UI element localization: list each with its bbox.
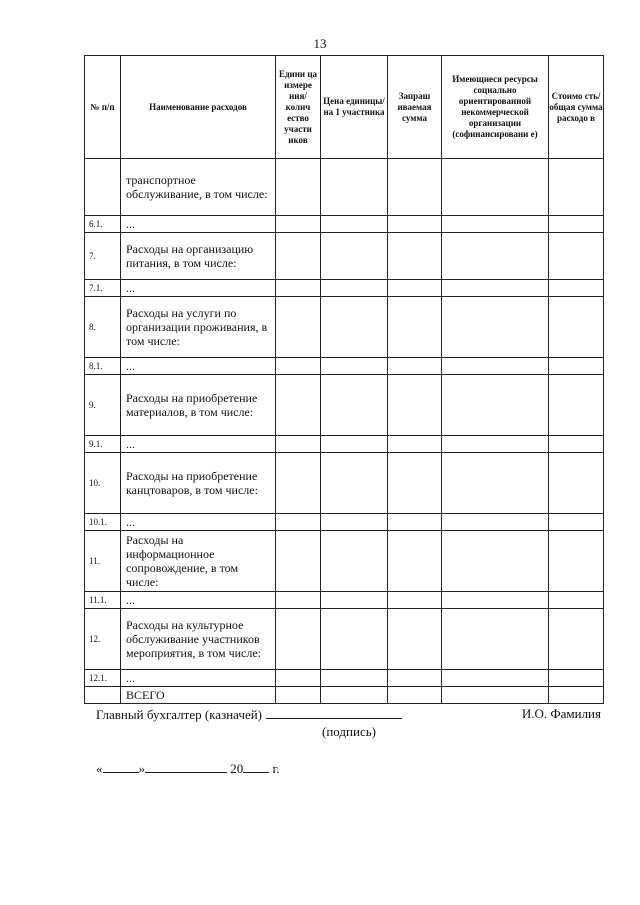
- cell-cofinancing: [442, 159, 549, 216]
- cell-total-cost: [549, 280, 604, 297]
- cell-unit-price: [321, 233, 388, 280]
- cell-total-cost: [549, 216, 604, 233]
- cell-unit-quantity: [276, 280, 321, 297]
- cell-cofinancing: [442, 375, 549, 436]
- row-expense-name: ...: [121, 216, 276, 233]
- row-number: 11.1.: [85, 592, 121, 609]
- cell-unit-price: [321, 297, 388, 358]
- row-expense-name: Расходы на приобретение материалов, в том числе:: [121, 375, 276, 436]
- row-number: 7.1.: [85, 280, 121, 297]
- cell-unit-quantity: [276, 592, 321, 609]
- row-number: 12.: [85, 609, 121, 670]
- cell-unit-quantity: [276, 216, 321, 233]
- cell-total-cost: [549, 670, 604, 687]
- header-expense-name: Наименование расходов: [121, 56, 276, 159]
- header-unit-quantity: Едини ца измере ния/ колич ество участи иков: [276, 56, 321, 159]
- row-number: [85, 687, 121, 704]
- cell-unit-quantity: [276, 358, 321, 375]
- table-row: [85, 670, 604, 687]
- cell-requested-amount: [388, 436, 442, 453]
- cell-unit-price: [321, 687, 388, 704]
- signatory-role: Главный бухгалтер (казначей): [96, 707, 263, 722]
- header-requested-amount: Запраш иваемая сумма: [388, 56, 442, 159]
- cell-cofinancing: [442, 687, 549, 704]
- cell-unit-price: [321, 216, 388, 233]
- row-expense-name: транспортное обслуживание, в том числе:: [121, 159, 276, 216]
- cell-total-cost: [549, 514, 604, 531]
- row-expense-name: ...: [121, 592, 276, 609]
- cell-cofinancing: [442, 609, 549, 670]
- row-expense-name: Расходы на культурное обслуживание участников мероприятия, в том числе:: [121, 609, 276, 670]
- cell-requested-amount: [388, 609, 442, 670]
- cell-requested-amount: [388, 670, 442, 687]
- table-row: [85, 280, 604, 297]
- row-expense-name: ...: [121, 358, 276, 375]
- cell-unit-price: [321, 280, 388, 297]
- row-number: 8.: [85, 297, 121, 358]
- cell-total-cost: [549, 358, 604, 375]
- cell-requested-amount: [388, 531, 442, 592]
- row-expense-name: Расходы на организацию питания, в том числе:: [121, 233, 276, 280]
- signature-caption: (подпись): [322, 724, 376, 739]
- cell-unit-price: [321, 453, 388, 514]
- row-number: 10.1.: [85, 514, 121, 531]
- cell-unit-price: [321, 592, 388, 609]
- cell-total-cost: [549, 609, 604, 670]
- cell-total-cost: [549, 375, 604, 436]
- cell-unit-price: [321, 358, 388, 375]
- table-row: [85, 375, 604, 436]
- cell-requested-amount: [388, 592, 442, 609]
- row-number: 6.1.: [85, 216, 121, 233]
- cell-unit-quantity: [276, 687, 321, 704]
- cell-requested-amount: [388, 297, 442, 358]
- total-label: ВСЕГО: [121, 687, 276, 704]
- cell-cofinancing: [442, 233, 549, 280]
- date-day-blank: [103, 760, 139, 773]
- row-number: [85, 159, 121, 216]
- cell-requested-amount: [388, 453, 442, 514]
- row-number: 9.: [85, 375, 121, 436]
- table-row: [85, 436, 604, 453]
- signatory-name: И.О. Фамилия: [521, 706, 601, 721]
- cell-unit-price: [321, 531, 388, 592]
- date-open-quote: «: [96, 761, 103, 776]
- cell-unit-quantity: [276, 609, 321, 670]
- cell-cofinancing: [442, 280, 549, 297]
- cell-cofinancing: [442, 358, 549, 375]
- cell-requested-amount: [388, 375, 442, 436]
- row-number: 11.: [85, 531, 121, 592]
- row-number: 12.1.: [85, 670, 121, 687]
- row-expense-name: ...: [121, 514, 276, 531]
- cell-total-cost: [549, 592, 604, 609]
- cell-unit-quantity: [276, 159, 321, 216]
- cell-requested-amount: [388, 687, 442, 704]
- cell-cofinancing: [442, 453, 549, 514]
- date-year-prefix: 20: [230, 761, 244, 776]
- date-close-quote: »: [138, 761, 145, 776]
- cell-unit-quantity: [276, 375, 321, 436]
- cell-total-cost: [549, 297, 604, 358]
- cell-requested-amount: [388, 514, 442, 531]
- cell-total-cost: [549, 453, 604, 514]
- row-expense-name: Расходы на услуги по организации проживания, в том числе:: [121, 297, 276, 358]
- cell-unit-quantity: [276, 670, 321, 687]
- header-unit-price: Цена единицы/ на 1 участника: [321, 56, 388, 159]
- cell-unit-quantity: [276, 233, 321, 280]
- row-expense-name: Расходы на приобретение канцтоваров, в том числе:: [121, 453, 276, 514]
- cell-total-cost: [549, 687, 604, 704]
- cell-unit-price: [321, 609, 388, 670]
- cell-total-cost: [549, 531, 604, 592]
- cell-unit-quantity: [276, 453, 321, 514]
- date-year-suffix: г.: [272, 761, 280, 776]
- row-number: 10.: [85, 453, 121, 514]
- cell-cofinancing: [442, 592, 549, 609]
- header-total-cost: Стоимо сть/ общая сумма расходо в: [549, 56, 604, 159]
- cell-unit-price: [321, 159, 388, 216]
- table-row: [85, 297, 604, 358]
- row-expense-name: ...: [121, 280, 276, 297]
- cell-total-cost: [549, 159, 604, 216]
- table-row: [85, 216, 604, 233]
- table-row: [85, 609, 604, 670]
- cell-requested-amount: [388, 216, 442, 233]
- cell-requested-amount: [388, 233, 442, 280]
- header-cofinancing: Имеющиеся ресурсы социально ориентированной некоммерческой организации (софинансировани е): [442, 56, 549, 159]
- cell-total-cost: [549, 233, 604, 280]
- table-row: [85, 358, 604, 375]
- cell-unit-quantity: [276, 514, 321, 531]
- budget-table: [84, 55, 604, 704]
- cell-unit-price: [321, 436, 388, 453]
- table-row: [85, 592, 604, 609]
- row-number: 7.: [85, 233, 121, 280]
- table-row: [85, 233, 604, 280]
- page-number: 13: [313, 36, 327, 51]
- row-expense-name: ...: [121, 436, 276, 453]
- row-expense-name: ...: [121, 670, 276, 687]
- row-number: 8.1.: [85, 358, 121, 375]
- cell-unit-quantity: [276, 436, 321, 453]
- row-expense-name: Расходы на информационное сопровождение, в том числе:: [121, 531, 276, 592]
- table-row: [85, 531, 604, 592]
- table-row: [85, 159, 604, 216]
- table-row: [85, 514, 604, 531]
- row-number: 9.1.: [85, 436, 121, 453]
- cell-unit-price: [321, 514, 388, 531]
- table-total-row: [85, 687, 604, 704]
- table-row: [85, 453, 604, 514]
- cell-unit-price: [321, 670, 388, 687]
- cell-requested-amount: [388, 159, 442, 216]
- signature-line: [266, 706, 402, 719]
- header-number: № п/п: [85, 56, 121, 159]
- cell-total-cost: [549, 436, 604, 453]
- cell-unit-quantity: [276, 297, 321, 358]
- cell-requested-amount: [388, 280, 442, 297]
- cell-cofinancing: [442, 514, 549, 531]
- cell-requested-amount: [388, 358, 442, 375]
- cell-unit-quantity: [276, 531, 321, 592]
- cell-cofinancing: [442, 670, 549, 687]
- date-month-blank: [145, 760, 227, 773]
- cell-cofinancing: [442, 436, 549, 453]
- cell-cofinancing: [442, 531, 549, 592]
- date-year-blank: [243, 760, 269, 773]
- table-header-row: [85, 56, 604, 159]
- cell-cofinancing: [442, 216, 549, 233]
- cell-cofinancing: [442, 297, 549, 358]
- date-line: [96, 760, 280, 777]
- cell-unit-price: [321, 375, 388, 436]
